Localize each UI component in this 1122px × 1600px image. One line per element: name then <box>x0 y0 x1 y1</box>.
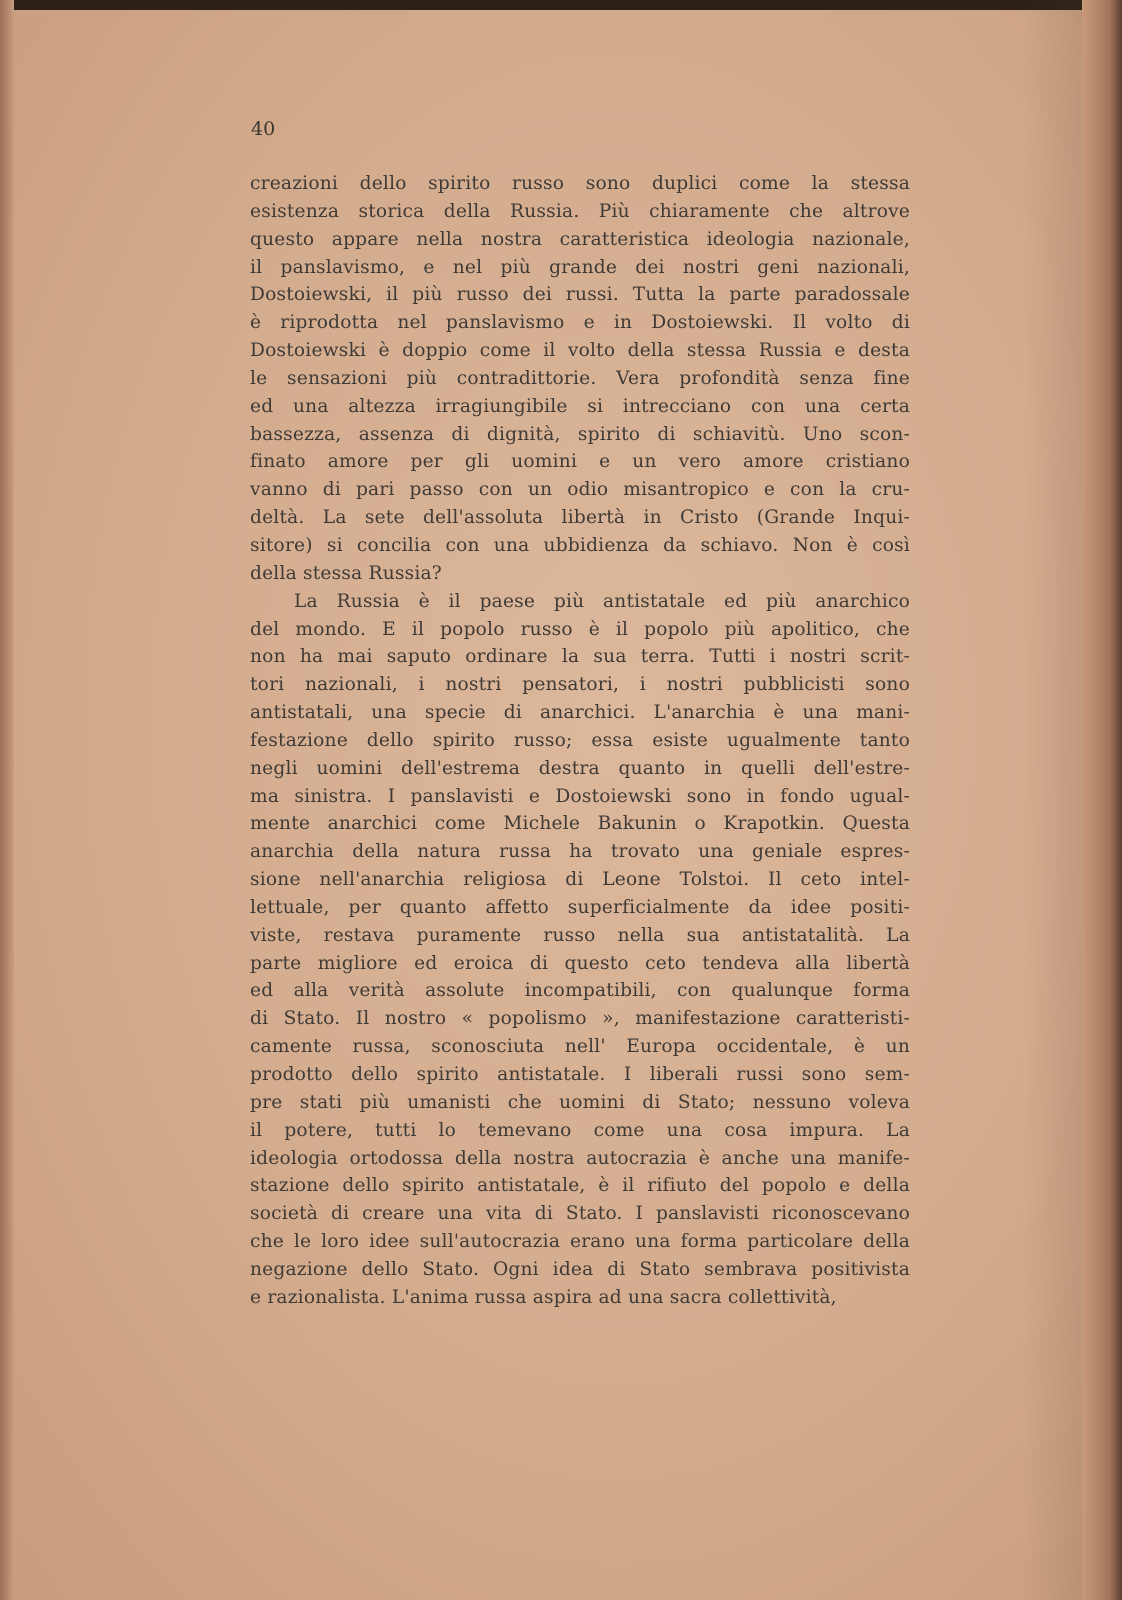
text-line: il panslavismo, e nel più grande dei nostri geni nazionali, <box>250 256 910 278</box>
page-right-edge <box>1082 0 1122 1600</box>
text-line: ed una altezza irragiungibile si intrecciano con una certa <box>250 395 910 417</box>
text-line: festazione dello spirito russo; essa esiste ugualmente tanto <box>250 729 910 751</box>
page-top-edge <box>0 0 1122 10</box>
text-line: esistenza storica della Russia. Più chiaramente che altrove <box>250 200 910 222</box>
text-line: Dostoiewski, il più russo dei russi. Tutta la parte paradossale <box>250 284 910 306</box>
paragraph <box>250 170 910 588</box>
text-line: ed alla verità assolute incompatibili, con qualunque forma <box>250 980 910 1002</box>
text-line: sione nell'anarchia religiosa di Leone Tolstoi. Il ceto intel- <box>250 869 910 891</box>
text-line: finato amore per gli uomini e un vero amore cristiano <box>250 451 910 473</box>
text-line: antistatali, una specie di anarchici. L'anarchia è una mani- <box>250 702 910 724</box>
text-line: lettuale, per quanto affetto superficialmente da idee positi- <box>250 896 910 918</box>
text-line: stazione dello spirito antistatale, è il rifiuto del popolo e della <box>250 1175 910 1197</box>
text-line: società di creare una vita di Stato. I panslavisti riconoscevano <box>250 1203 910 1225</box>
paragraphs <box>250 170 910 1312</box>
text-line: creazioni dello spirito russo sono duplici come la stessa <box>250 173 910 194</box>
text-line: della stessa Russia? <box>250 562 442 584</box>
text-line: tori nazionali, i nostri pensatori, i nostri pubblicisti sono <box>250 674 910 696</box>
text-line: sitore) si concilia con una ubbidienza da schiavo. Non è così <box>250 534 910 556</box>
body-text <box>250 170 910 1312</box>
paragraph <box>250 588 910 1312</box>
text-line: La Russia è il paese più antistatale ed più anarchico <box>294 590 910 612</box>
text-line: vanno di pari passo con un odio misantropico e con la cru- <box>250 479 910 501</box>
text-line: pre stati più umanisti che uomini di Stato; nessuno voleva <box>250 1091 910 1113</box>
page-gutter-shadow <box>1022 0 1082 1600</box>
text-line: ideologia ortodossa della nostra autocrazia è anche una manife- <box>250 1147 910 1169</box>
text-line: ma sinistra. I panslavisti e Dostoiewski sono in fondo ugual- <box>250 785 910 807</box>
text-line: e razionalista. L'anima russa aspira ad una sacra collettività, <box>250 1286 837 1308</box>
text-line: che le loro idee sull'autocrazia erano una forma particolare della <box>250 1231 910 1253</box>
text-line: anarchia della natura russa ha trovato una geniale espres- <box>250 841 910 863</box>
page-number: 40 <box>251 118 276 140</box>
text-line: camente russa, sconosciuta nell' Europa occidentale, è un <box>250 1036 910 1058</box>
text-line: bassezza, assenza di dignità, spirito di schiavitù. Uno scon- <box>250 423 910 445</box>
text-line: viste, restava puramente russo nella sua antistatalità. La <box>250 924 910 946</box>
text-line: mente anarchici come Michele Bakunin o Krapotkin. Questa <box>250 813 910 835</box>
text-line: di Stato. Il nostro « popolismo », manifestazione caratteristi- <box>250 1008 910 1030</box>
text-line: il potere, tutti lo temevano come una cosa impura. La <box>250 1119 910 1141</box>
text-line: del mondo. E il popolo russo è il popolo più apolitico, che <box>250 618 910 640</box>
text-line: parte migliore ed eroica di questo ceto tendeva alla libertà <box>250 952 910 974</box>
text-line: negli uomini dell'estrema destra quanto in quelli dell'estre- <box>250 757 910 779</box>
text-line: è riprodotta nel panslavismo e in Dostoiewski. Il volto di <box>250 312 910 334</box>
text-line: questo appare nella nostra caratteristica ideologia nazionale, <box>250 228 910 250</box>
text-line: le sensazioni più contradittorie. Vera profondità senza fine <box>250 367 910 389</box>
text-line: negazione dello Stato. Ogni idea di Stato sembrava positivista <box>250 1258 910 1280</box>
page-left-edge <box>0 0 14 1600</box>
text-line: non ha mai saputo ordinare la sua terra. Tutti i nostri scrit- <box>250 646 910 668</box>
text-line: deltà. La sete dell'assoluta libertà in Cristo (Grande Inqui- <box>250 507 910 529</box>
text-line: Dostoiewski è doppio come il volto della stessa Russia e desta <box>250 340 910 362</box>
text-line: prodotto dello spirito antistatale. I liberali russi sono sem- <box>250 1064 910 1085</box>
